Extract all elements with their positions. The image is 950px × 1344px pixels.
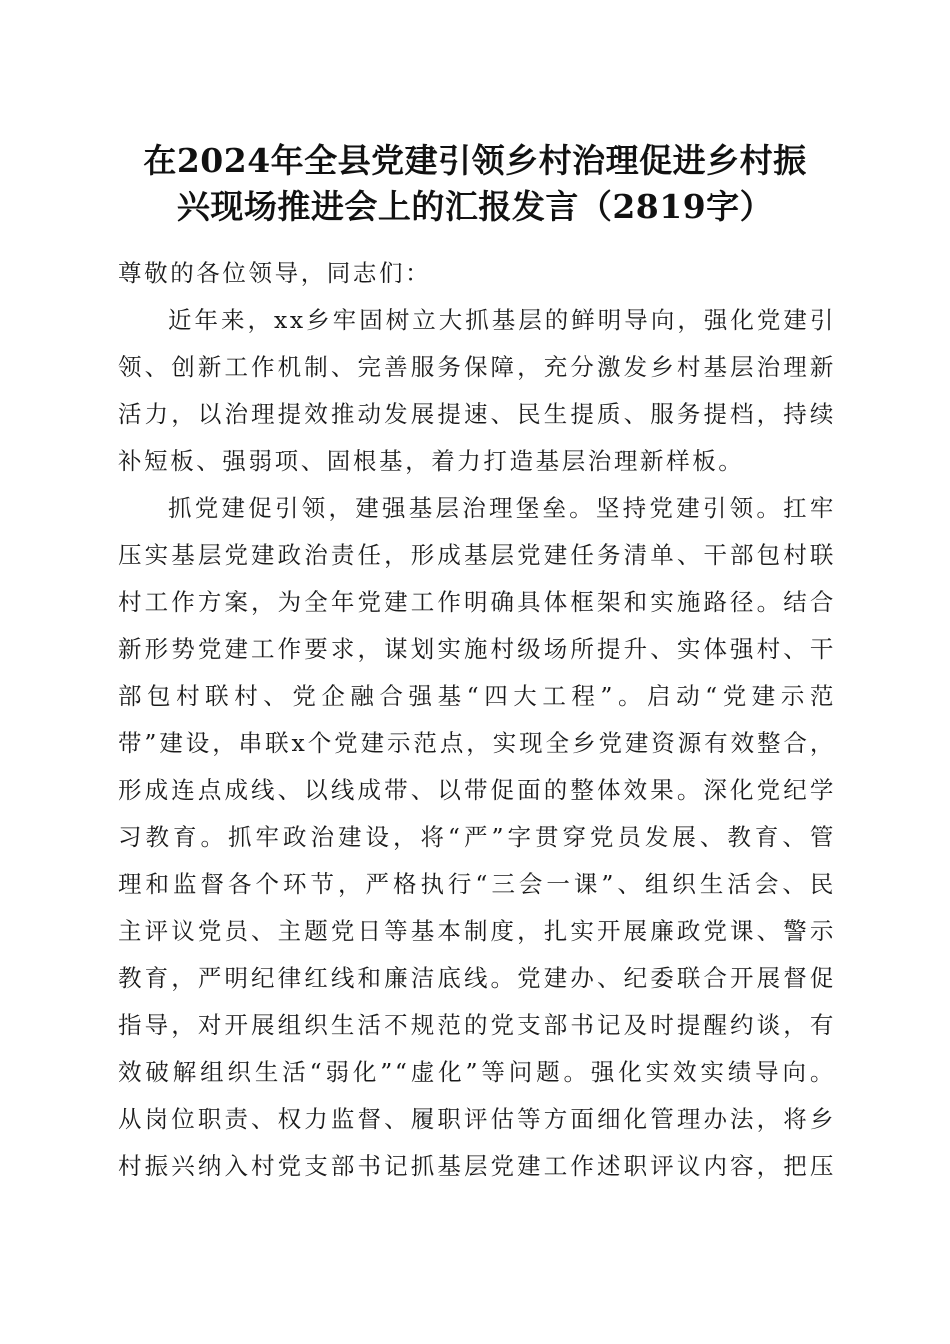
title-line: 在2024年全县党建引领乡村治理促进乡村振	[143, 141, 807, 180]
paragraph-line: 指导，对开展组织生活不规范的党支部书记及时提醒约谈，有	[118, 1011, 836, 1039]
paragraph-line: 近年来，xx乡牢固树立大抓基层的鲜明导向，强化党建引	[168, 306, 836, 334]
paragraph-line: 村工作方案，为全年党建工作明确具体框架和实施路径。结合	[118, 588, 836, 616]
paragraph-line: 效破解组织生活“弱化”“虚化”等问题。强化实效实绩导向。	[118, 1058, 836, 1086]
paragraph-line: 活力，以治理提效推动发展提速、民生提质、服务提档，持续	[118, 400, 836, 428]
paragraph-line: 形成连点成线、以线成带、以带促面的整体效果。深化党纪学	[118, 776, 836, 804]
paragraph-intro	[118, 297, 836, 485]
paragraph-line: 理和监督各个环节，严格执行“三会一课”、组织生活会、民	[118, 870, 836, 898]
paragraph-line: 从岗位职责、权力监督、履职评估等方面细化管理办法，将乡	[118, 1105, 836, 1133]
document-title	[100, 138, 850, 230]
paragraph-line: 教育，严明纪律红线和廉洁底线。党建办、纪委联合开展督促	[118, 964, 836, 992]
paragraph-line: 新形势党建工作要求，谋划实施村级场所提升、实体强村、干	[118, 635, 836, 663]
paragraph-line: 部包村联村、党企融合强基“四大工程”。启动“党建示范	[118, 682, 836, 710]
paragraph-line: 补短板、强弱项、固根基，着力打造基层治理新样板。	[118, 447, 745, 475]
paragraph-line: 村振兴纳入村党支部书记抓基层党建工作述职评议内容，把压	[118, 1152, 836, 1180]
paragraph-line: 领、创新工作机制、完善服务保障，充分激发乡村基层治理新	[118, 353, 836, 381]
paragraph-line: 主评议党员、主题党日等基本制度，扎实开展廉政党课、警示	[118, 917, 836, 945]
title-line: 兴现场推进会上的汇报发言（2819字）	[176, 187, 774, 226]
paragraph-line: 压实基层党建政治责任，形成基层党建任务清单、干部包村联	[118, 541, 836, 569]
paragraph-line: 习教育。抓牢政治建设，将“严”字贯穿党员发展、教育、管	[118, 823, 836, 851]
paragraph-line: 带”建设，串联x个党建示范点，实现全乡党建资源有效整合，	[118, 729, 836, 757]
salutation: 尊敬的各位领导，同志们：	[118, 259, 432, 287]
paragraph-party-building	[118, 485, 836, 1190]
document-body	[118, 250, 836, 1190]
paragraph-line: 抓党建促引领，建强基层治理堡垒。坚持党建引领。扛牢	[168, 494, 836, 522]
